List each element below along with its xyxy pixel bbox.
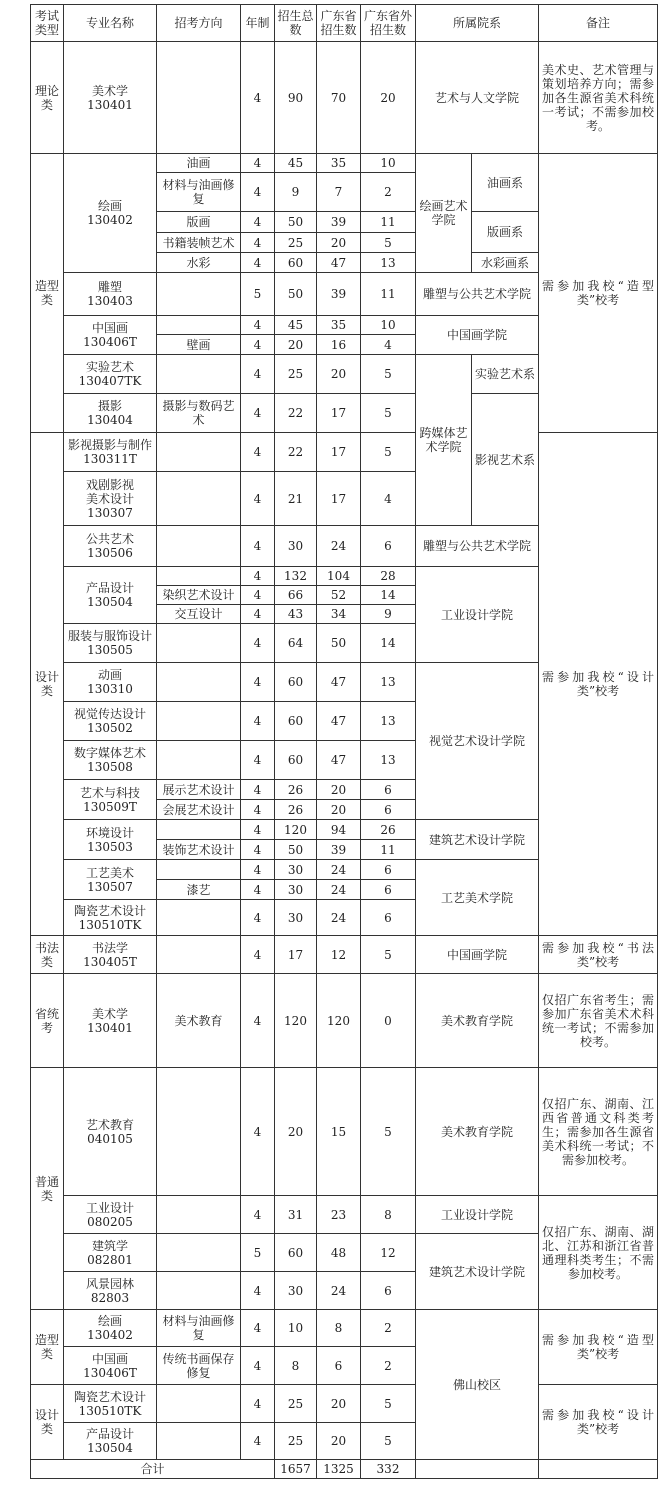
total-count: 25 [275, 1423, 317, 1460]
major: 绘画 130402 [64, 154, 157, 273]
years: 4 [241, 702, 275, 741]
department: 工业设计学院 [416, 1196, 539, 1234]
direction [157, 1423, 241, 1460]
direction: 壁画 [157, 335, 241, 355]
department: 佛山校区 [416, 1310, 539, 1460]
outside-count: 6 [361, 860, 416, 880]
outside-count: 13 [361, 741, 416, 780]
years: 4 [241, 212, 275, 233]
total-count: 30 [275, 1272, 317, 1310]
outside-count: 2 [361, 1347, 416, 1385]
total-count: 50 [275, 840, 317, 860]
years: 4 [241, 741, 275, 780]
total-count: 20 [275, 1068, 317, 1196]
direction [157, 355, 241, 394]
guangdong-count: 8 [317, 1310, 361, 1347]
guangdong-count: 17 [317, 472, 361, 526]
header-major: 专业名称 [64, 5, 157, 42]
guangdong-count: 35 [317, 316, 361, 335]
department: 工业设计学院 [416, 567, 539, 663]
total-count: 20 [275, 335, 317, 355]
years: 4 [241, 1068, 275, 1196]
direction: 版画 [157, 212, 241, 233]
outside-count: 5 [361, 1385, 416, 1423]
enrollment-table [30, 4, 658, 1479]
total-count: 30 [275, 860, 317, 880]
guangdong-count: 24 [317, 900, 361, 936]
years: 4 [241, 355, 275, 394]
exam-type: 理论类 [31, 42, 64, 154]
header-department: 所属院系 [416, 5, 539, 42]
grand-outside: 332 [361, 1460, 416, 1479]
total-count: 10 [275, 1310, 317, 1347]
total-count: 17 [275, 936, 317, 974]
guangdong-count: 47 [317, 253, 361, 273]
total-count: 60 [275, 741, 317, 780]
direction [157, 820, 241, 840]
guangdong-count: 48 [317, 1234, 361, 1272]
direction [157, 900, 241, 936]
outside-count: 9 [361, 605, 416, 624]
years: 4 [241, 433, 275, 472]
outside-count: 6 [361, 900, 416, 936]
header-guangdong: 广东省招生数 [317, 5, 361, 42]
guangdong-count: 20 [317, 800, 361, 820]
grand-guangdong: 1325 [317, 1460, 361, 1479]
guangdong-count: 47 [317, 702, 361, 741]
outside-count: 6 [361, 800, 416, 820]
direction [157, 42, 241, 154]
guangdong-count: 24 [317, 526, 361, 567]
note: 美术史、艺术管理与策划培养方向；需参加各生源省美术科统一考试；不需参加校考。 [539, 42, 658, 154]
major: 建筑学 082801 [64, 1234, 157, 1272]
exam-type: 省统考 [31, 974, 64, 1068]
sub-department: 影视艺术系 [472, 394, 539, 526]
outside-count: 13 [361, 663, 416, 702]
total-count: 8 [275, 1347, 317, 1385]
years: 4 [241, 567, 275, 586]
total-count: 132 [275, 567, 317, 586]
major: 影视摄影与制作 130311T [64, 433, 157, 472]
total-count: 30 [275, 880, 317, 900]
major: 数字媒体艺术 130508 [64, 741, 157, 780]
years: 4 [241, 316, 275, 335]
guangdong-count: 20 [317, 1423, 361, 1460]
years: 4 [241, 860, 275, 880]
guangdong-count: 7 [317, 173, 361, 212]
guangdong-count: 17 [317, 394, 361, 433]
total-count: 120 [275, 820, 317, 840]
direction: 展示艺术设计 [157, 780, 241, 800]
outside-count: 13 [361, 253, 416, 273]
sub-department: 油画系 [472, 154, 539, 212]
total-count: 64 [275, 624, 317, 663]
outside-count: 6 [361, 780, 416, 800]
direction [157, 1385, 241, 1423]
major: 工业设计 080205 [64, 1196, 157, 1234]
total-count: 50 [275, 212, 317, 233]
guangdong-count: 24 [317, 880, 361, 900]
direction [157, 1272, 241, 1310]
total-count: 31 [275, 1196, 317, 1234]
guangdong-count: 20 [317, 780, 361, 800]
outside-count: 2 [361, 173, 416, 212]
years: 4 [241, 173, 275, 212]
total-count: 50 [275, 273, 317, 316]
direction [157, 1196, 241, 1234]
total-label: 合计 [31, 1460, 275, 1479]
major: 工艺美术 130507 [64, 860, 157, 900]
outside-count: 6 [361, 880, 416, 900]
outside-count: 26 [361, 820, 416, 840]
total-count: 43 [275, 605, 317, 624]
department: 雕塑与公共艺术学院 [416, 273, 539, 316]
major: 公共艺术 130506 [64, 526, 157, 567]
outside-count: 6 [361, 526, 416, 567]
total-note-blank [539, 1460, 658, 1479]
direction [157, 526, 241, 567]
department: 艺术与人文学院 [416, 42, 539, 154]
direction [157, 741, 241, 780]
years: 4 [241, 820, 275, 840]
department: 跨媒体艺术学院 [416, 355, 472, 526]
years: 4 [241, 780, 275, 800]
years: 4 [241, 586, 275, 605]
outside-count: 28 [361, 567, 416, 586]
sub-department: 版画系 [472, 212, 539, 253]
guangdong-count: 104 [317, 567, 361, 586]
exam-type: 造型类 [31, 154, 64, 433]
total-count: 22 [275, 394, 317, 433]
direction: 装饰艺术设计 [157, 840, 241, 860]
direction [157, 663, 241, 702]
direction [157, 1234, 241, 1272]
total-count: 60 [275, 702, 317, 741]
direction: 漆艺 [157, 880, 241, 900]
outside-count: 5 [361, 936, 416, 974]
outside-count: 11 [361, 840, 416, 860]
department: 建筑艺术设计学院 [416, 1234, 539, 1310]
major: 雕塑 130403 [64, 273, 157, 316]
major: 陶瓷艺术设计 130510TK [64, 900, 157, 936]
major: 环境设计 130503 [64, 820, 157, 860]
header-note: 备注 [539, 5, 658, 42]
direction: 会展艺术设计 [157, 800, 241, 820]
outside-count: 5 [361, 433, 416, 472]
years: 4 [241, 800, 275, 820]
guangdong-count: 94 [317, 820, 361, 840]
outside-count: 14 [361, 624, 416, 663]
outside-count: 12 [361, 1234, 416, 1272]
years: 4 [241, 1423, 275, 1460]
total-count: 90 [275, 42, 317, 154]
outside-count: 5 [361, 1423, 416, 1460]
direction [157, 624, 241, 663]
department: 美术教育学院 [416, 1068, 539, 1196]
outside-count: 20 [361, 42, 416, 154]
direction [157, 1068, 241, 1196]
outside-count: 11 [361, 273, 416, 316]
major: 中国画 130406T [64, 316, 157, 355]
years: 4 [241, 880, 275, 900]
direction: 交互设计 [157, 605, 241, 624]
outside-count: 5 [361, 233, 416, 253]
direction: 材料与油画修复 [157, 173, 241, 212]
major: 动画 130310 [64, 663, 157, 702]
direction [157, 316, 241, 335]
department: 建筑艺术设计学院 [416, 820, 539, 860]
direction: 油画 [157, 154, 241, 173]
direction [157, 273, 241, 316]
years: 4 [241, 526, 275, 567]
note: 需参加我校“设计类”校考 [539, 1385, 658, 1460]
exam-type: 设计类 [31, 433, 64, 936]
total-count: 60 [275, 663, 317, 702]
years: 4 [241, 154, 275, 173]
sub-department: 水彩画系 [472, 253, 539, 273]
guangdong-count: 16 [317, 335, 361, 355]
major: 陶瓷艺术设计 130510TK [64, 1385, 157, 1423]
header-type: 考试类型 [31, 5, 64, 42]
years: 4 [241, 936, 275, 974]
years: 4 [241, 335, 275, 355]
guangdong-count: 6 [317, 1347, 361, 1385]
years: 4 [241, 253, 275, 273]
guangdong-count: 12 [317, 936, 361, 974]
years: 4 [241, 472, 275, 526]
department: 绘画艺术学院 [416, 154, 472, 273]
direction: 传统书画保存修复 [157, 1347, 241, 1385]
direction [157, 936, 241, 974]
outside-count: 4 [361, 335, 416, 355]
direction [157, 860, 241, 880]
department: 雕塑与公共艺术学院 [416, 526, 539, 567]
guangdong-count: 24 [317, 860, 361, 880]
guangdong-count: 70 [317, 42, 361, 154]
total-count: 45 [275, 154, 317, 173]
total-count: 25 [275, 355, 317, 394]
note: 需参加我校“设计类”校考 [539, 433, 658, 936]
guangdong-count: 47 [317, 741, 361, 780]
total-count: 66 [275, 586, 317, 605]
department: 中国画学院 [416, 316, 539, 355]
outside-count: 13 [361, 702, 416, 741]
major: 艺术教育 040105 [64, 1068, 157, 1196]
direction: 美术教育 [157, 974, 241, 1068]
outside-count: 0 [361, 974, 416, 1068]
outside-count: 10 [361, 316, 416, 335]
note: 仅招广东、湖南、江西省普通文科类考生；需参加各生源省美术科统一考试；不需参加校考。 [539, 1068, 658, 1196]
total-count: 9 [275, 173, 317, 212]
years: 4 [241, 605, 275, 624]
guangdong-count: 20 [317, 1385, 361, 1423]
years: 4 [241, 394, 275, 433]
outside-count: 5 [361, 394, 416, 433]
guangdong-count: 39 [317, 840, 361, 860]
note: 仅招广东、湖南、湖北、江苏和浙江省普通理科类考生；不需参加校考。 [539, 1196, 658, 1310]
guangdong-count: 52 [317, 586, 361, 605]
note: 需参加我校“书法类”校考 [539, 936, 658, 974]
years: 4 [241, 840, 275, 860]
direction [157, 567, 241, 586]
major: 服装与服饰设计 130505 [64, 624, 157, 663]
guangdong-count: 34 [317, 605, 361, 624]
note: 需参加我校“造型类”校考 [539, 154, 658, 433]
years: 4 [241, 1347, 275, 1385]
department: 美术教育学院 [416, 974, 539, 1068]
years: 4 [241, 42, 275, 154]
outside-count: 2 [361, 1310, 416, 1347]
total-count: 120 [275, 974, 317, 1068]
exam-type: 普通类 [31, 1068, 64, 1310]
department: 视觉艺术设计学院 [416, 663, 539, 820]
years: 4 [241, 663, 275, 702]
header-outside: 广东省外招生数 [361, 5, 416, 42]
direction: 摄影与数码艺术 [157, 394, 241, 433]
direction: 水彩 [157, 253, 241, 273]
total-count: 26 [275, 780, 317, 800]
direction [157, 433, 241, 472]
guangdong-count: 39 [317, 273, 361, 316]
header-direction: 招考方向 [157, 5, 241, 42]
direction: 书籍装帧艺术 [157, 233, 241, 253]
major: 产品设计 130504 [64, 1423, 157, 1460]
major: 摄影 130404 [64, 394, 157, 433]
major: 实验艺术 130407TK [64, 355, 157, 394]
major: 艺术与科技 130509T [64, 780, 157, 820]
total-count: 30 [275, 526, 317, 567]
years: 4 [241, 624, 275, 663]
direction: 染织艺术设计 [157, 586, 241, 605]
major: 视觉传达设计 130502 [64, 702, 157, 741]
guangdong-count: 39 [317, 212, 361, 233]
guangdong-count: 20 [317, 233, 361, 253]
department: 中国画学院 [416, 936, 539, 974]
total-count: 60 [275, 253, 317, 273]
major: 戏剧影视 美术设计 130307 [64, 472, 157, 526]
exam-type: 造型类 [31, 1310, 64, 1385]
years: 4 [241, 1310, 275, 1347]
direction [157, 472, 241, 526]
guangdong-count: 15 [317, 1068, 361, 1196]
outside-count: 5 [361, 1068, 416, 1196]
sub-department: 实验艺术系 [472, 355, 539, 394]
guangdong-count: 20 [317, 355, 361, 394]
major: 书法学 130405T [64, 936, 157, 974]
outside-count: 10 [361, 154, 416, 173]
exam-type: 书法类 [31, 936, 64, 974]
grand-total: 1657 [275, 1460, 317, 1479]
note: 需参加我校“造型类”校考 [539, 1310, 658, 1385]
guangdong-count: 17 [317, 433, 361, 472]
major: 风景园林 82803 [64, 1272, 157, 1310]
total-count: 60 [275, 1234, 317, 1272]
direction: 材料与油画修复 [157, 1310, 241, 1347]
years: 4 [241, 233, 275, 253]
total-count: 30 [275, 900, 317, 936]
note: 仅招广东省考生；需参加广东省美术术科统一考试；不需参加校考。 [539, 974, 658, 1068]
outside-count: 8 [361, 1196, 416, 1234]
header-years: 年制 [241, 5, 275, 42]
years: 4 [241, 1385, 275, 1423]
guangdong-count: 50 [317, 624, 361, 663]
total-count: 25 [275, 1385, 317, 1423]
outside-count: 14 [361, 586, 416, 605]
department: 工艺美术学院 [416, 860, 539, 936]
major: 美术学 130401 [64, 42, 157, 154]
total-department-blank [416, 1460, 539, 1479]
outside-count: 11 [361, 212, 416, 233]
major: 绘画 130402 [64, 1310, 157, 1347]
total-count: 25 [275, 233, 317, 253]
header-total: 招生总数 [275, 5, 317, 42]
total-count: 26 [275, 800, 317, 820]
years: 5 [241, 1234, 275, 1272]
total-count: 45 [275, 316, 317, 335]
direction [157, 702, 241, 741]
years: 4 [241, 900, 275, 936]
years: 4 [241, 1272, 275, 1310]
guangdong-count: 120 [317, 974, 361, 1068]
guangdong-count: 23 [317, 1196, 361, 1234]
years: 4 [241, 974, 275, 1068]
guangdong-count: 47 [317, 663, 361, 702]
total-count: 22 [275, 433, 317, 472]
outside-count: 4 [361, 472, 416, 526]
total-count: 21 [275, 472, 317, 526]
exam-type: 设计类 [31, 1385, 64, 1460]
outside-count: 6 [361, 1272, 416, 1310]
years: 4 [241, 1196, 275, 1234]
guangdong-count: 24 [317, 1272, 361, 1310]
guangdong-count: 35 [317, 154, 361, 173]
major: 美术学 130401 [64, 974, 157, 1068]
major: 产品设计 130504 [64, 567, 157, 624]
major: 中国画 130406T [64, 1347, 157, 1385]
years: 5 [241, 273, 275, 316]
outside-count: 5 [361, 355, 416, 394]
